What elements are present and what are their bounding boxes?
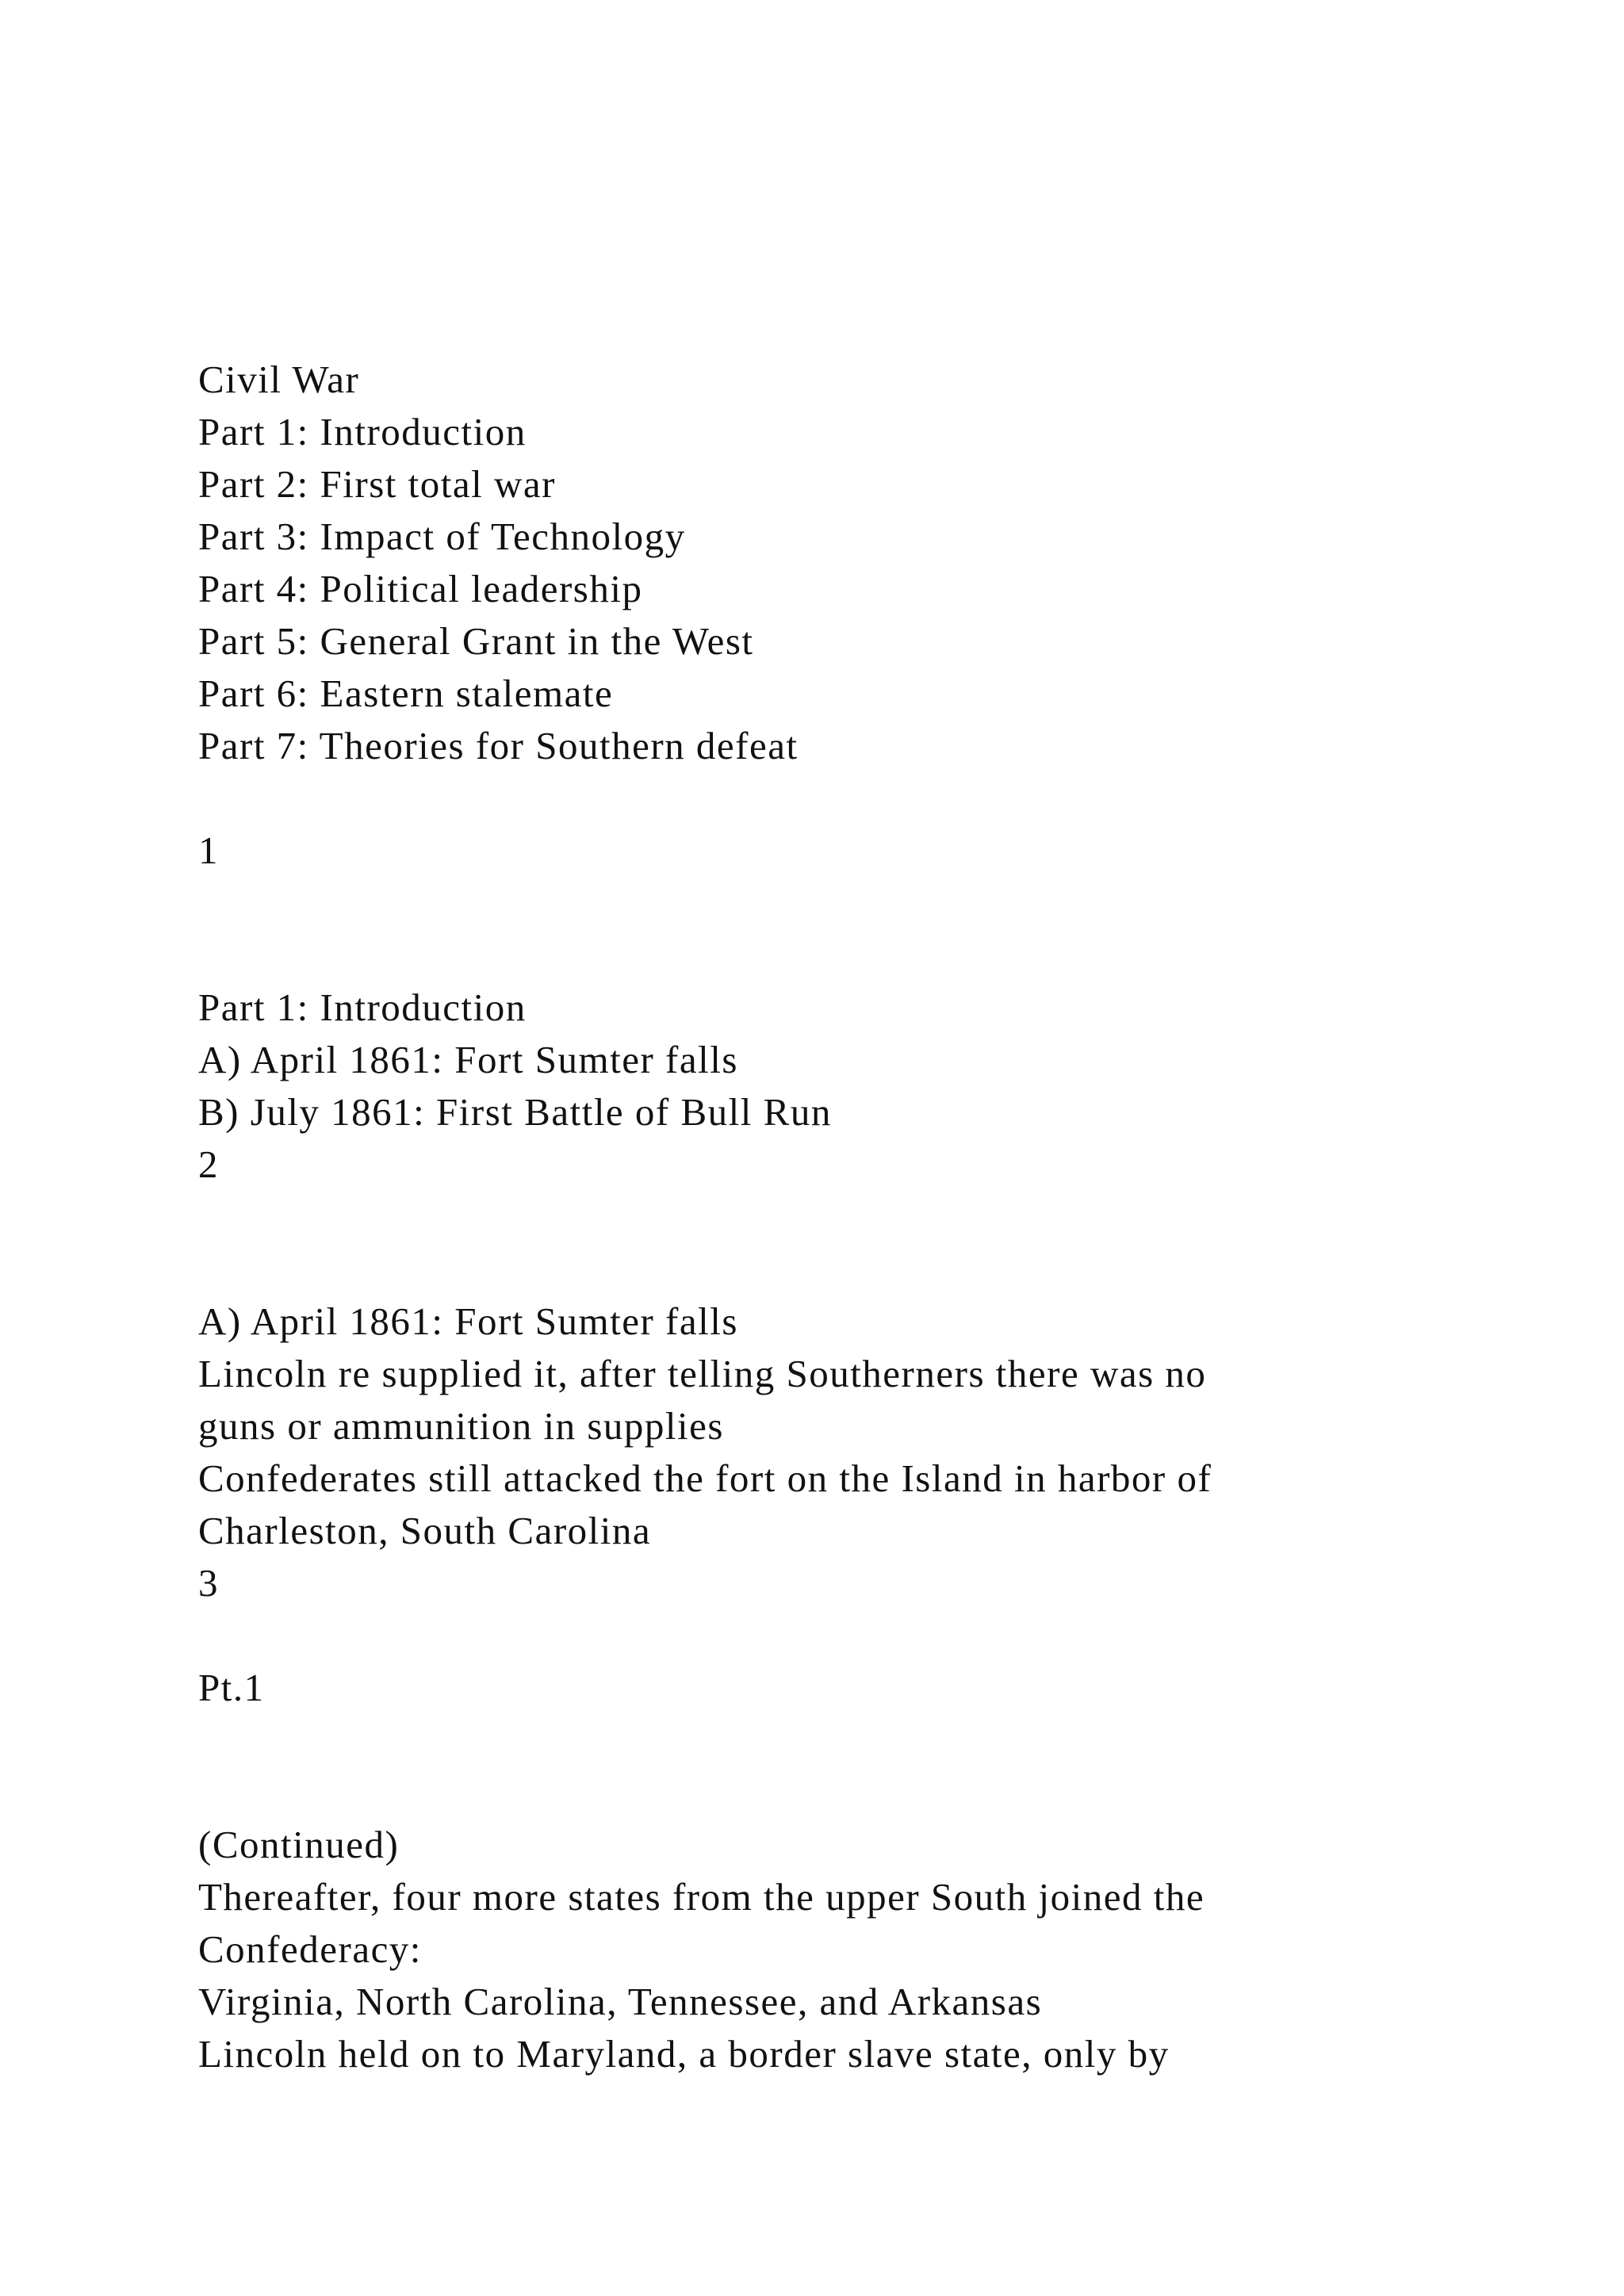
section-heading: A) April 1861: Fort Sumter falls — [198, 1299, 738, 1343]
document-title: Civil War — [198, 358, 360, 401]
outline-item: Part 6: Eastern stalemate — [198, 672, 614, 715]
list-item: A) April 1861: Fort Sumter falls — [198, 1038, 738, 1081]
paragraph-line: Thereafter, four more states from the upper South joined the — [198, 1875, 1205, 1919]
list-item: B) July 1861: First Battle of Bull Run — [198, 1090, 832, 1134]
paragraph-line: Virginia, North Carolina, Tennessee, and Arkansas — [198, 1980, 1043, 2023]
slide-number: 3 — [198, 1561, 219, 1605]
paragraph-line: Confederates still attacked the fort on the Island in harbor of — [198, 1456, 1212, 1500]
part-tag: Pt.1 — [198, 1666, 265, 1709]
outline-item: Part 7: Theories for Southern defeat — [198, 724, 799, 767]
outline-item: Part 2: First total war — [198, 462, 556, 506]
paragraph-line: guns or ammunition in supplies — [198, 1404, 724, 1448]
slide-number: 2 — [198, 1142, 219, 1186]
paragraph-line: Lincoln held on to Maryland, a border slave state, only by — [198, 2032, 1170, 2076]
slide-number: 1 — [198, 828, 219, 872]
paragraph-line: Confederacy: — [198, 1927, 422, 1971]
paragraph-line: Charleston, South Carolina — [198, 1509, 652, 1552]
section-heading: Part 1: Introduction — [198, 985, 527, 1029]
paragraph-line: Lincoln re supplied it, after telling Southerners there was no — [198, 1352, 1207, 1395]
section-heading: (Continued) — [198, 1823, 400, 1866]
outline-item: Part 1: Introduction — [198, 410, 527, 453]
outline-item: Part 3: Impact of Technology — [198, 515, 686, 558]
outline-item: Part 5: General Grant in the West — [198, 619, 754, 663]
outline-item: Part 4: Political leadership — [198, 567, 643, 610]
